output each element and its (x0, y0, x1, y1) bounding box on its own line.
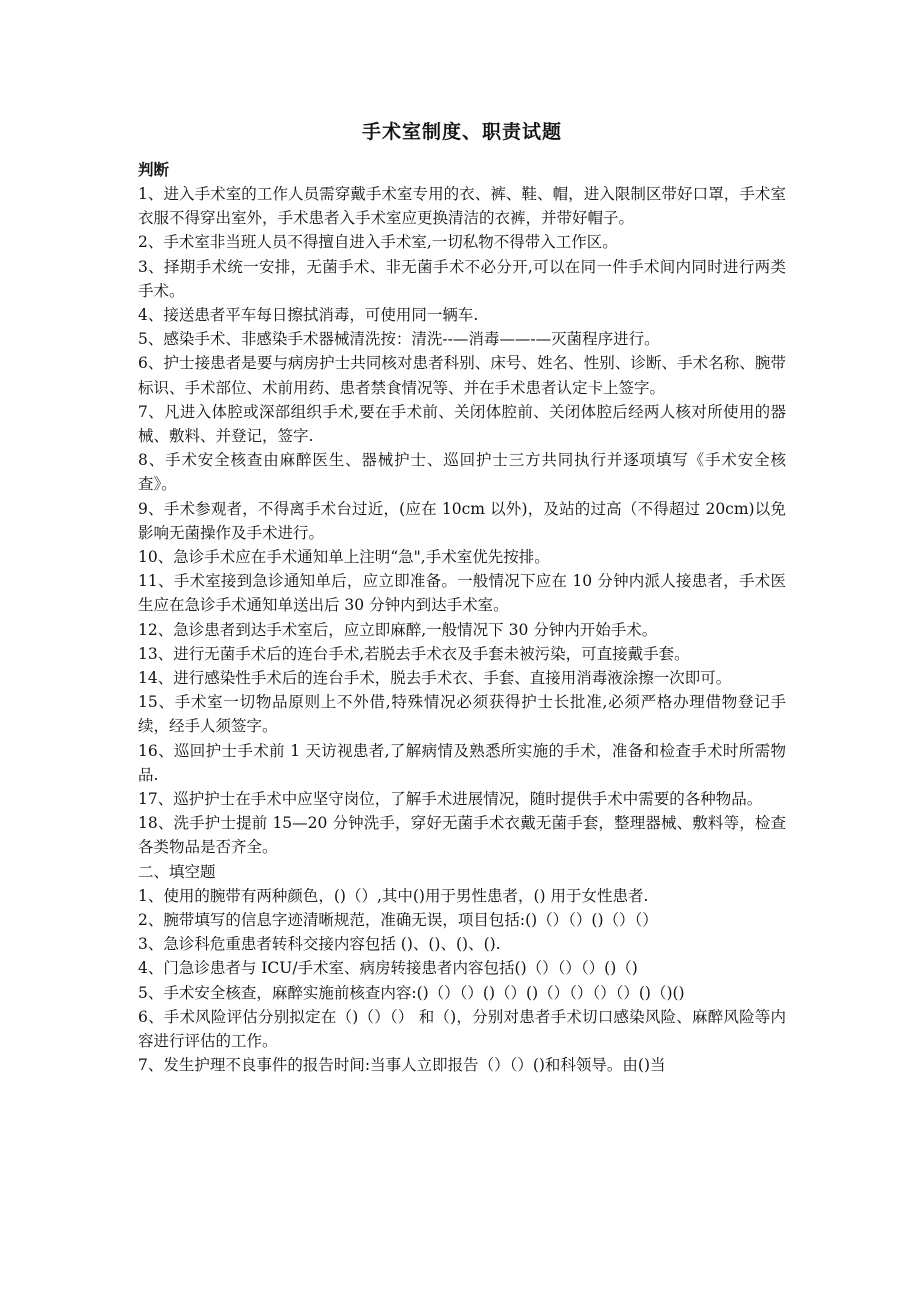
question-item: 8、手术安全核查由麻醉医生、器械护士、巡回护士三方共同执行并逐项填写《手术安全核查》。 (138, 451, 786, 494)
section-heading-fill-in: 二、填空题 (138, 862, 216, 881)
section-heading-judgment: 判断 (138, 160, 170, 179)
question-item: 7、发生护理不良事件的报告时间:当事人立即报告（）（）()和科领导。由()当 (138, 1056, 666, 1075)
question-item: 11、手术室接到急诊通知单后，应立即准备。一般情况下应在 10 分钟内派人接患者，手术医生应在急诊手术通知单送出后 30 分钟内到达手术室。 (138, 572, 786, 615)
question-item: 16、巡回护士手术前 1 天访视患者,了解病情及熟悉所实施的手术，准备和检查手术时所需物品. (138, 741, 786, 784)
question-item: 18、洗手护士提前 15—20 分钟洗手，穿好无菌手术衣戴无菌手套，整理器械、敷料等，检查各类物品是否齐全。 (138, 814, 786, 857)
question-item: 9、手术参观者，不得离手术台过近，(应在 10cm 以外)，及站的过高（不得超过 20cm)以免影响无菌操作及手术进行。 (138, 499, 786, 542)
question-item: 3、择期手术统一安排，无菌手术、非无菌手术不必分开,可以在同一件手术间内同时进行两类手术。 (138, 257, 786, 300)
question-item: 10、急诊手术应在手术通知单上注明“急",手术室优先按排。 (138, 548, 550, 567)
question-item: 4、接送患者平车每日擦拭消毒，可使用同一辆车. (138, 306, 479, 325)
document-page (138, 118, 786, 1077)
document-title: 手术室制度、职责试题 (361, 121, 562, 143)
question-item: 6、护士接患者是要与病房护士共同核对患者科别、床号、姓名、性别、诊断、手术名称、腕带标识、手术部位、术前用药、患者禁食情况等、并在手术患者认定卡上签字。 (138, 354, 786, 397)
question-item: 3、急诊科危重患者转科交接内容包括 ()、()、()、(). (138, 935, 501, 954)
question-item: 5、感染手术、非感染手术器械清洗按：清洗--—消毒——-—灭菌程序进行。 (138, 330, 660, 349)
question-item: 15、手术室一切物品原则上不外借,特殊情况必须获得护士长批准,必须严格办理借物登记手续，经手人须签字。 (138, 693, 786, 736)
question-item: 17、巡护护士在手术中应坚守岗位，了解手术进展情况，随时提供手术中需要的各种物品。 (138, 790, 763, 809)
question-item: 7、凡进入体腔或深部组织手术,要在手术前、关闭体腔前、关闭体腔后经两人核对所使用的器械、敷料、并登记，签字. (138, 402, 786, 446)
question-item: 1、使用的腕带有两种颜色，()（）,其中()用于男性患者，() 用于女性患者. (138, 886, 649, 905)
question-item: 14、进行感染性手术后的连台手术，脱去手术衣、手套、直接用消毒液涂擦一次即可。 (138, 669, 732, 688)
section-fill-in (138, 860, 786, 1078)
question-item: 2、腕带填写的信息字迹清晰规范，准确无误，项目包括:()（）（）()（）（） (138, 910, 658, 929)
question-item: 4、门急诊患者与 ICU/手术室、病房转接患者内容包括()（）（）（）()（) (138, 959, 638, 978)
question-item: 12、急诊患者到达手术室后，应立即麻醉,一般情况下 30 分钟内开始手术。 (138, 620, 658, 639)
question-item: 5、手术安全核查，麻醉实施前核查内容:()（）（）()（）()（）（）（）（）()（)() (138, 983, 685, 1002)
section-judgment (138, 158, 786, 860)
question-item: 13、进行无菌手术后的连台手术,若脱去手术衣及手套未被污染，可直接戴手套。 (138, 644, 690, 663)
question-item: 6、手术风险评估分别拟定在（)（）（） 和（)，分别对患者手术切口感染风险、麻醉风险等内容进行评估的工作。 (138, 1007, 786, 1050)
question-item: 2、手术室非当班人员不得擅自进入手术室,一切私物不得带入工作区。 (138, 233, 618, 252)
question-item: 1、进入手术室的工作人员需穿戴手术室专用的衣、裤、鞋、帽，进入限制区带好口罩，手术室衣服不得穿出室外，手术患者入手术室应更换清洁的衣裤，并带好帽子。 (138, 185, 786, 228)
